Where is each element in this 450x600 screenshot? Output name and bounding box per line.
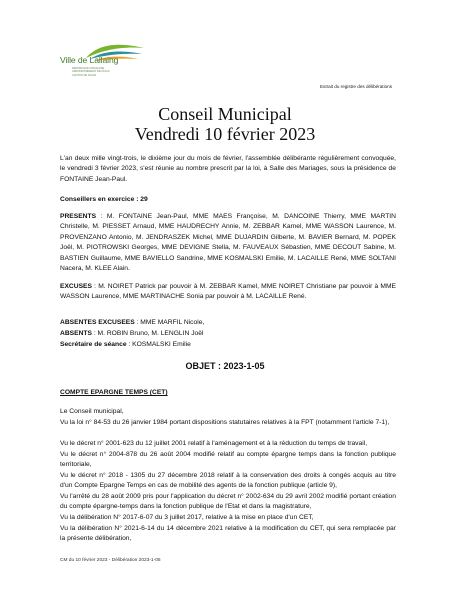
secretaire-label: Secrétaire de séance — [60, 341, 127, 348]
body-line: Vu la délibération N° 2021-6-14 du 14 décembre 2021 relative à la modification du CET, qui sera remplacée par la présente délibération, — [60, 525, 396, 543]
conseillers-count: Conseillers en exercice : 29 — [60, 196, 148, 203]
presents-paragraph — [60, 212, 396, 274]
body-line: Vu le décret n° 2004-878 du 26 août 2004 modifié relatif au compte épargne temps dans la fonction publique territoriale, — [60, 451, 396, 469]
absents-label: ABSENTS — [60, 330, 92, 337]
logo-name: Ville de Lallaing — [60, 55, 119, 65]
town-logo — [56, 42, 148, 94]
excuses-paragraph — [60, 282, 396, 303]
secretaire-line: Secrétaire de séance : KOSMALSKI Emilie — [60, 341, 191, 348]
excuses-list: : M. NOIRET Patrick par pouvoir à M. ZEBBAR Kamel, MME NOIRET Christiane par pouvoir à MME WASSON Laurence, MME MARTINACHE Sonia par pouvoir à M. LACAILLE René. — [60, 283, 396, 301]
body-line: Le Conseil municipal, — [60, 408, 124, 415]
presents-list: : M. FONTAINE Jean-Paul, MME MAES Françoise, M. DANCOINE Thierry, MME MARTIN Christelle, M. PIESSET Arnaud, MME HAUDRECHY Annie, M. ZEBBAR Kamel, MME WASSON Laurence, M. PROVENZANO Antonio, M. JENDRASZEK Michel, MME DUJARDIN Gilberte, M. BAVIER Bernard, M. POPEK Joël, M. PIOTROWSKI Georges, MME DEVIGNE Stella, M. FAUVEAUX Sébastien, MME DECOUT Sabine, M. BASTIEN Guillaume, MME BAVIELLO Sandrine, MME KOSMALSKI Emilie, M. LACAILLE René, MME SOLTANI Nacera, M. KLEE Alain. — [60, 213, 396, 273]
register-extract-label: Extrait du registre des délibérations — [319, 84, 392, 89]
body-line: Vu la délibération N° 2017-6-07 du 3 juillet 2017, relative à la mise en place d'un CET, — [60, 514, 314, 521]
absents-line: ABSENTS : M. ROBIN Bruno, M. LENGLIN Joël — [60, 330, 204, 337]
page-title: Conseil Municipal — [158, 104, 292, 124]
excuses-label: EXCUSES — [60, 283, 92, 290]
body-line: Vu le décret n° 2001-623 du 12 juillet 2001 relatif à l'aménagement et à la réduction du temps de travail, — [60, 440, 368, 447]
body-line: Vu l'arrêté du 28 août 2009 pris pour l'application du décret n° 2002-634 du 29 avril 2002 modifié portant création du compte épargne-temps dans la fonction publique de l'Etat et dans la magistrature, — [60, 493, 396, 511]
page-footer: CM du 10 février 2023 - Délibération 2023-1-05 — [60, 558, 161, 563]
logo-tagline: RÉPUBLIQUE FRANÇAISE ARRONDISSEMENT DE DOUAI CANTON DE DOUAI — [72, 67, 110, 77]
absentes-excusees-label: ABSENTES EXCUSEES — [60, 319, 135, 326]
objet-heading: OBJET : 2023-1-05 — [185, 361, 265, 371]
section-title: COMPTE EPARGNE TEMPS (CET) — [60, 389, 168, 396]
presents-label: PRESENTS — [60, 213, 97, 220]
intro-paragraph: L'an deux mille vingt-trois, le dixième jour du mois de février, l'assemblée délibérante régulièrement convoquée, le vendredi 3 février 2023, s'est réunie au nombre prescrit par la loi, à Salle des Mariages, sous la présidence de FONTAINE Jean-Paul. — [60, 155, 396, 183]
page-subtitle-date: Vendredi 10 février 2023 — [134, 124, 316, 144]
body-line: Vu la loi n° 84-53 du 26 janvier 1984 portant dispositions statutaires relatives à la FPT (notamment l'article 7-1), — [60, 419, 390, 426]
absentes-excusees-line: ABSENTES EXCUSEES : MME MARFIL Nicole, — [60, 319, 205, 326]
body-line: Vu le décret n° 2018 - 1305 du 27 décembre 2018 relatif à la conservation des droits à congés acquis au titre d'un Compte Epargne Temps en cas de mobilité des agents de la fonction publique (article 9), — [60, 472, 396, 490]
